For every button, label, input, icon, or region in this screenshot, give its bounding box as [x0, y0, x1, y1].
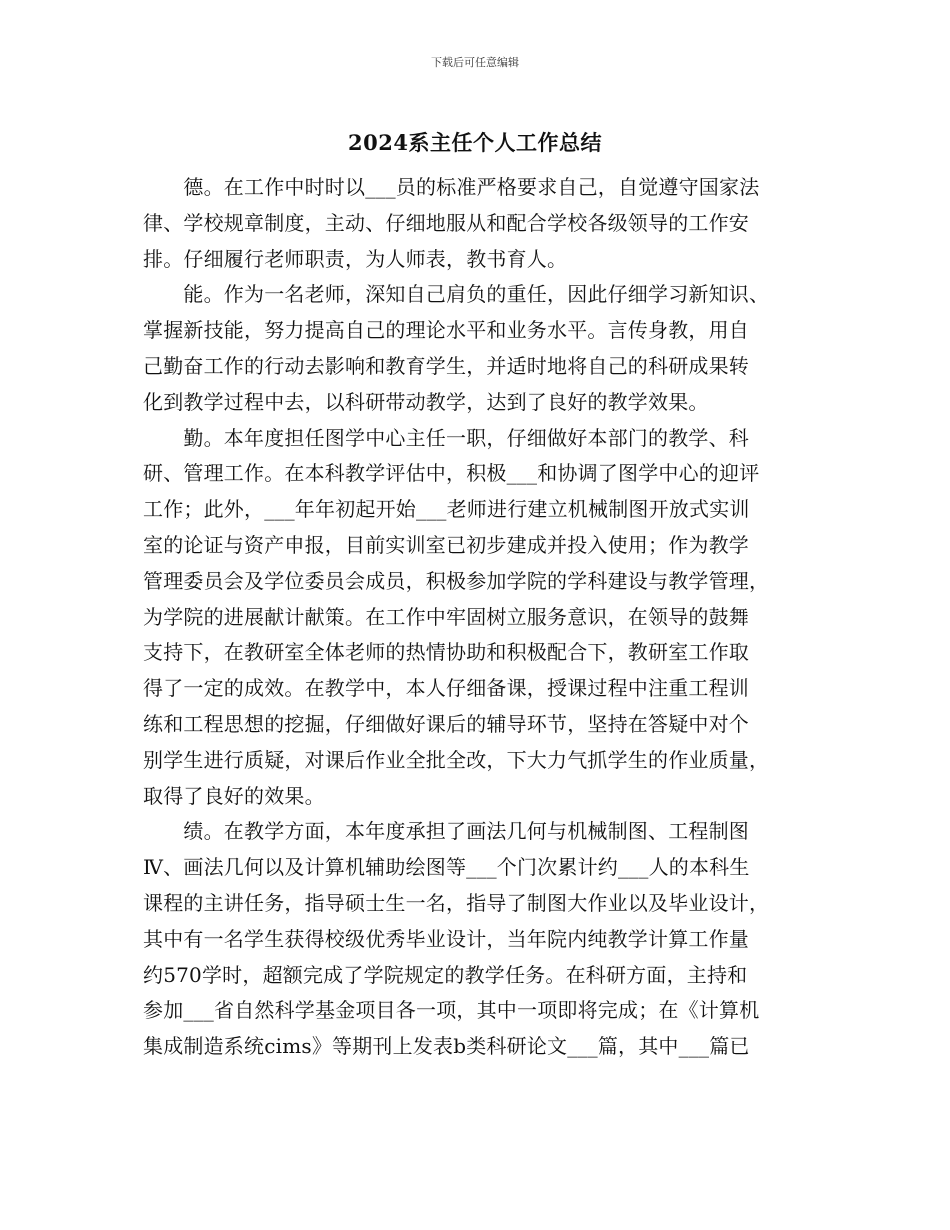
text-line: 勤。本年度担任图学中心主任一职，仔细做好本部门的教学、科	[143, 425, 749, 450]
text-line: 练和工程思想的挖掘，仔细做好课后的辅导环节，坚持在答疑中对个	[143, 711, 749, 736]
text-line: 课程的主讲任务，指导硕士生一名，指导了制图大作业以及毕业设计，	[143, 890, 770, 915]
text-line: 为学院的进展献计献策。在工作中牢固树立服务意识，在领导的鼓舞	[143, 604, 749, 629]
text-line: 工作；此外，___年年初起开始___老师进行建立机械制图开放式实训	[143, 497, 750, 522]
text-line: 支持下，在教研室全体老师的热情协助和积极配合下，教研室工作取	[143, 640, 749, 665]
text-line: 管理委员会及学位委员会成员，积极参加学院的学科建设与教学管理，	[143, 568, 770, 593]
text-line: 掌握新技能，努力提高自己的理论水平和业务水平。言传身教，用自	[143, 318, 749, 343]
text-line: 德。在工作中时时以___员的标准严格要求自己，自觉遵守国家法	[143, 175, 760, 199]
text-line: 取得了良好的效果。	[143, 783, 325, 808]
document-body	[143, 170, 813, 1065]
text-line: 己勤奋工作的行动去影响和教育学生，并适时地将自己的科研成果转	[143, 353, 749, 378]
document-title: 2024系主任个人工作总结	[348, 130, 602, 155]
text-line: 绩。在教学方面，本年度承担了画法几何与机械制图、工程制图	[143, 819, 749, 844]
text-line: 得了一定的成效。在教学中，本人仔细备课，授课过程中注重工程训	[143, 676, 749, 701]
page-header-note: 下载后可任意编辑	[431, 56, 519, 69]
text-line: 化到教学过程中去，以科研带动教学，达到了良好的教学效果。	[143, 389, 709, 414]
text-line: 排。仔细履行老师职责，为人师表，教书育人。	[143, 246, 568, 271]
text-line: 室的论证与资产申报，目前实训室已初步建成并投入使用；作为教学	[143, 532, 749, 557]
text-line: 研、管理工作。在本科教学评估中，积极___和协调了图学中心的迎评	[143, 461, 760, 486]
text-line: 别学生进行质疑，对课后作业全批全改，下大力气抓学生的作业质量，	[143, 747, 770, 772]
text-line: 能。作为一名老师，深知自己肩负的重任，因此仔细学习新知识、	[143, 282, 770, 307]
text-line: Ⅳ、画法几何以及计算机辅助绘图等___个门次累计约___人的本科生	[143, 855, 750, 880]
text-line: 律、学校规章制度，主动、仔细地服从和配合学校各级领导的工作安	[143, 210, 749, 235]
text-line: 其中有一名学生获得校级优秀毕业设计，当年院内纯教学计算工作量	[143, 926, 749, 951]
text-line: 约570学时，超额完成了学院规定的教学任务。在科研方面，主持和	[143, 962, 748, 987]
text-line: 参加___省自然科学基金项目各一项，其中一项即将完成；在《计算机	[143, 998, 760, 1023]
text-line: 集成制造系统cims》等期刊上发表b类科研论文___篇，其中___篇已	[143, 1034, 750, 1059]
